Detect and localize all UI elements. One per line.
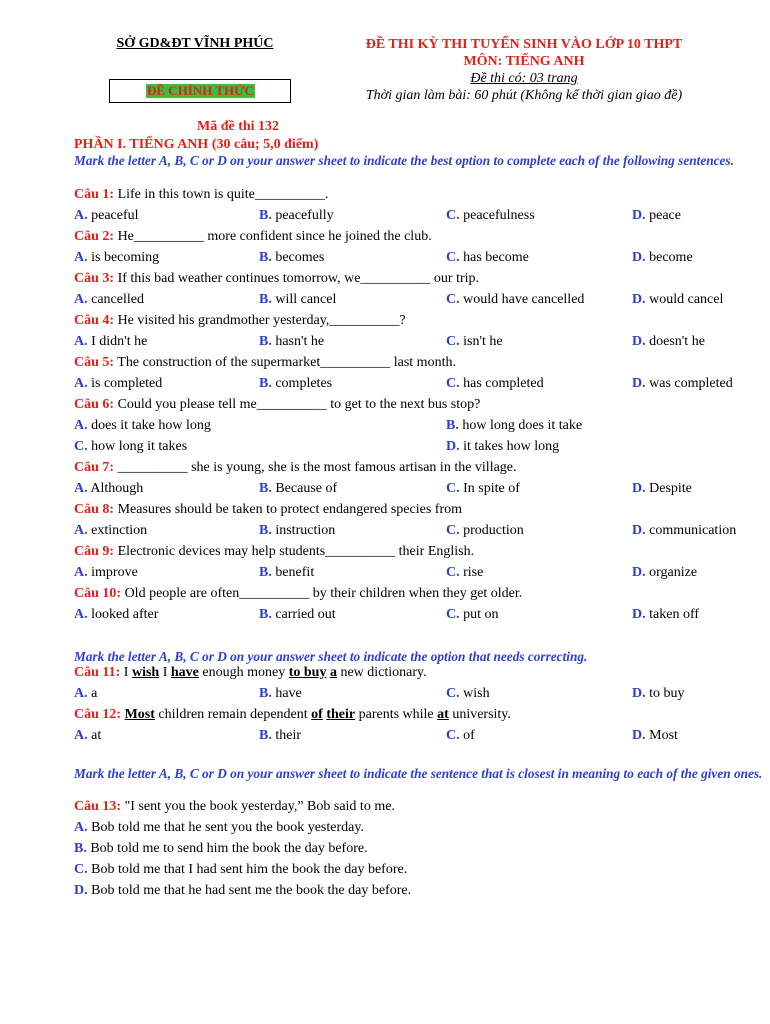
exam-code: Mã đề thi 132 bbox=[197, 119, 280, 134]
question-10: Câu 10: Old people are often__________ by their children when they get older. bbox=[74, 586, 523, 601]
exam-header bbox=[300, 36, 748, 104]
option-b: B. benefit bbox=[259, 565, 315, 580]
department-name: SỞ GD&ĐT VĨNH PHÚC bbox=[116, 36, 274, 51]
option-a: A. is completed bbox=[74, 376, 163, 391]
option-d: D. Despite bbox=[632, 481, 692, 496]
option-b: B. peacefully bbox=[259, 208, 334, 223]
option-b: B. becomes bbox=[259, 250, 325, 265]
time-limit: Thời gian làm bài: 60 phút (Không kể thời gian giao đề) bbox=[365, 88, 683, 103]
option-b: B. have bbox=[259, 686, 302, 701]
page-count: Đề thi có: 03 trang bbox=[470, 71, 578, 86]
option-c: C. In spite of bbox=[446, 481, 520, 496]
option-d: D. organize bbox=[632, 565, 698, 580]
option-a: A. Bob told me that he sent you the book yesterday. bbox=[74, 820, 364, 835]
exam-subject: MÔN: TIẾNG ANH bbox=[463, 54, 585, 69]
option-c: C. put on bbox=[446, 607, 499, 622]
option-d: D. it takes how long bbox=[446, 439, 560, 454]
option-d: D. would cancel bbox=[632, 292, 724, 307]
part-title: PHẦN I. TIẾNG ANH (30 câu; 5,0 điểm) bbox=[74, 137, 319, 152]
option-d: D. peace bbox=[632, 208, 681, 223]
exam-title: ĐỀ THI KỲ THI TUYỂN SINH VÀO LỚP 10 THPT bbox=[365, 37, 683, 52]
question-9: Câu 9: Electronic devices may help students__________ their English. bbox=[74, 544, 475, 559]
option-c: C. rise bbox=[446, 565, 484, 580]
option-a: A. a bbox=[74, 686, 98, 701]
instruction-3: Mark the letter A, B, C or D on your answer sheet to indicate the sentence that is closest in meaning to each of the given ones. bbox=[74, 766, 763, 781]
option-c: C. peacefulness bbox=[446, 208, 535, 223]
option-d: D. taken off bbox=[632, 607, 700, 622]
option-a: A. looked after bbox=[74, 607, 159, 622]
option-c: C. has completed bbox=[446, 376, 544, 391]
question-11: Câu 11: I wish I have enough money to buy a new dictionary. bbox=[74, 665, 427, 680]
option-d: D. was completed bbox=[632, 376, 733, 391]
option-c: C. production bbox=[446, 523, 524, 538]
question-1: Câu 1: Life in this town is quite__________. bbox=[74, 187, 329, 202]
question-3: Câu 3: If this bad weather continues tomorrow, we__________ our trip. bbox=[74, 271, 480, 286]
option-d: D. to buy bbox=[632, 686, 685, 701]
option-d: D. Bob told me that he had sent me the book the day before. bbox=[74, 883, 412, 898]
question-8: Câu 8: Measures should be taken to protect endangered species from bbox=[74, 502, 462, 517]
option-a: A. Although bbox=[74, 481, 144, 496]
option-c: C. has become bbox=[446, 250, 529, 265]
question-6: Câu 6: Could you please tell me__________ to get to the next bus stop? bbox=[74, 397, 481, 412]
option-b: B. instruction bbox=[259, 523, 336, 538]
option-a: A. extinction bbox=[74, 523, 148, 538]
question-13: Câu 13: "I sent you the book yesterday,” Bob said to me. bbox=[74, 799, 395, 814]
option-a: A. I didn't he bbox=[74, 334, 148, 349]
option-d: D. doesn't he bbox=[632, 334, 705, 349]
option-a: A. peaceful bbox=[74, 208, 139, 223]
option-b: B. Bob told me to send him the book the day before. bbox=[74, 841, 368, 856]
option-c: C. how long it takes bbox=[74, 439, 188, 454]
option-c: C. isn't he bbox=[446, 334, 503, 349]
question-4: Câu 4: He visited his grandmother yesterday,__________? bbox=[74, 313, 406, 328]
option-b: B. will cancel bbox=[259, 292, 337, 307]
option-d: D. communication bbox=[632, 523, 737, 538]
option-c: C. would have cancelled bbox=[446, 292, 585, 307]
option-c: C. of bbox=[446, 728, 475, 743]
option-a: A. improve bbox=[74, 565, 138, 580]
option-b: B. how long does it take bbox=[446, 418, 583, 433]
option-b: B. carried out bbox=[259, 607, 336, 622]
option-b: B. hasn't he bbox=[259, 334, 325, 349]
question-5: Câu 5: The construction of the supermarket__________ last month. bbox=[74, 355, 456, 370]
official-box bbox=[109, 79, 291, 103]
question-2: Câu 2: He__________ more confident since he joined the club. bbox=[74, 229, 432, 244]
option-a: A. at bbox=[74, 728, 102, 743]
option-a: A. is becoming bbox=[74, 250, 160, 265]
option-b: B. Because of bbox=[259, 481, 338, 496]
question-7: Câu 7: __________ she is young, she is the most famous artisan in the village. bbox=[74, 460, 517, 475]
official-label: ĐỀ CHÍNH THỨC bbox=[147, 83, 254, 98]
option-a: A. does it take how long bbox=[74, 418, 211, 433]
option-d: D. become bbox=[632, 250, 693, 265]
option-c: C. wish bbox=[446, 686, 490, 701]
option-a: A. cancelled bbox=[74, 292, 144, 307]
question-12: Câu 12: Most children remain dependent of their parents while at university. bbox=[74, 707, 511, 722]
option-c: C. Bob told me that I had sent him the book the day before. bbox=[74, 862, 408, 877]
option-d: D. Most bbox=[632, 728, 678, 743]
option-b: B. their bbox=[259, 728, 301, 743]
instruction-1: Mark the letter A, B, C or D on your answer sheet to indicate the best option to complete each of the following sentences. bbox=[74, 153, 734, 168]
option-b: B. completes bbox=[259, 376, 333, 391]
instruction-2: Mark the letter A, B, C or D on your answer sheet to indicate the option that needs correcting. bbox=[74, 649, 588, 664]
